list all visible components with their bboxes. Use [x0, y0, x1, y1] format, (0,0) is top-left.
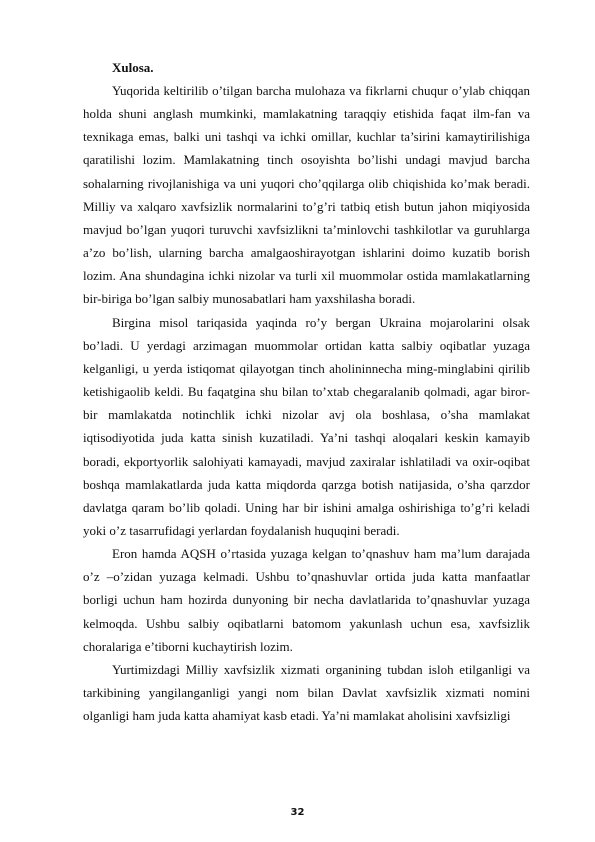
document-page: [83, 56, 530, 727]
paragraph-ukraine-example: Birgina misol tariqasida yaqinda ro’y bergan Ukraina mojarolarini olsak bo’ladi. U yerdagi arzimagan muommolar ortidan katta salbiy oqibatlar yuzaga kelganligi, u yerda istiqomat qilayotgan tinch aholininnecha ming-minglabini qirilib ketishigaolib keldi. Bu faqatgina shu bilan to’xtab chegaralanib qolmadi, agar biror-bir mamlakatda notinchlik ichki nizolar avj ola boshlasa, o’sha mamlakat iqtisodiyotida juda katta sinish kuzatiladi. Ya’ni tashqi aloqalari keskin kamayib boradi, ekportyorlik salohiyati kamayadi, mavjud zaxiralar ishlatiladi va oxir-oqibat boshqa mamlakatlarda juda katta miqdorda qarzga botish natijasida, o’sha qarzdor davlatga qaram bo’lib qoladi. Uning har bir ishini amalga oshirishiga to’g’ri keladi yoki o’z tasarrufidagi yerlardan foydalanish huquqini beradi.: [83, 314, 530, 538]
paragraph-national-security: Yurtimizdagi Milliy xavfsizlik xizmati organining tubdan isloh etilganligi va tarkibining yangilanganligi yangi nom bilan Davlat xavfsizlik xizmati nomini olganligi ham juda katta ahamiyat kasb etadi. Ya’ni mamlakat aholisini xavfsizligi: [83, 661, 530, 724]
section-heading: Xulosa.: [112, 60, 154, 75]
paragraph-iran-usa: Eron hamda AQSH o’rtasida yuzaga kelgan to’qnashuv ham ma’lum darajada o’z –o’zidan yuzaga kelmadi. Ushbu to’qnashuvlar ortida juda katta manfaatlar borligi uchun ham hozirda dunyoning bir necha davlatlarida to’qnashuvlar yuzaga kelmoqda. Ushbu salbiy oqibatlarni batomom yakunlash uchun esa, xavfsizlik choralariga e’tiborni kuchaytirish lozim.: [83, 546, 530, 654]
paragraph-conclusion: Yuqorida keltirilib o’tilgan barcha mulohaza va fikrlarni chuqur o’ylab chiqqan holda shuni anglash mumkinki, mamlakatning taraqqiy etishida faqat ilm-fan va texnikaga emas, balki uni tashqi va ichki omillar, kuchlar ta’sirini kamaytirilishiga qaratilishi lozim. Mamlakatning tinch osoyishta bo’lishi undagi mavjud barcha sohalarning rivojlanishiga va uni yuqori cho’qqilarga olib chiqishida ko’mak beradi. Milliy va xalqaro xavfsizlik normalarini to’g’ri tatbiq etish butun jahon miqiyosida mavjud bo’lgan yuqori turuvchi xavfsizlikni ta’minlovchi tashkilotlar va guruhlarga a’zo bo’lish, ularning barcha amalgaoshirayotgan ishlarini doimo kuzatib borish lozim. Ana shundagina ichki nizolar va turli xil muommolar ostida mamlakatlarning bir-biriga bo’lgan salbiy munosabatlari ham yaxshilasha boradi.: [83, 83, 530, 307]
page-number: 32: [290, 807, 305, 818]
